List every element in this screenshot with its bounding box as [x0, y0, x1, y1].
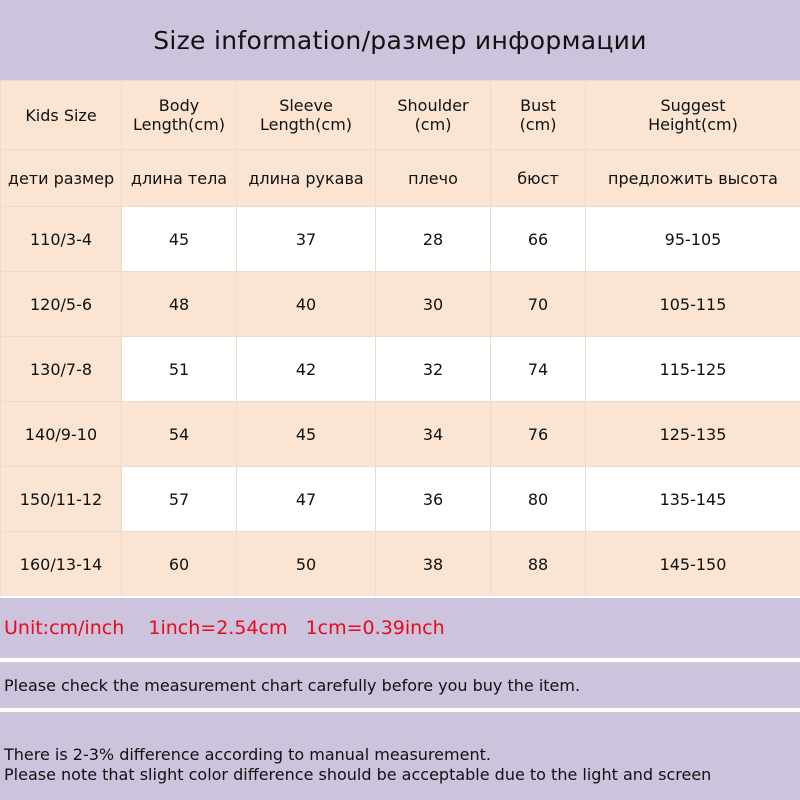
header-cell: Sleeve Length(cm) — [237, 81, 376, 150]
sleeve-length-cell: 50 — [237, 532, 376, 597]
header-cell-ru: плечо — [376, 150, 491, 207]
header-cell: Shoulder (cm) — [376, 81, 491, 150]
table-row — [1, 337, 800, 402]
kids-size-cell: 150/11-12 — [1, 467, 122, 532]
header-cell-ru: бюст — [491, 150, 586, 207]
bust-cell: 88 — [491, 532, 586, 597]
sleeve-length-cell: 40 — [237, 272, 376, 337]
bust-cell: 66 — [491, 207, 586, 272]
kids-size-cell: 130/7-8 — [1, 337, 122, 402]
body-length-cell: 57 — [122, 467, 237, 532]
header-cell-ru: дети размер — [1, 150, 122, 207]
sleeve-length-cell: 47 — [237, 467, 376, 532]
body-length-cell: 48 — [122, 272, 237, 337]
suggest-height-cell: 125-135 — [586, 402, 800, 467]
kids-size-cell: 110/3-4 — [1, 207, 122, 272]
table-row — [1, 207, 800, 272]
disclaimer-line: Please note that slight color difference should be acceptable due to the light and screen — [4, 765, 712, 784]
bust-cell: 76 — [491, 402, 586, 467]
sleeve-length-cell: 37 — [237, 207, 376, 272]
header-cell-ru: длина тела — [122, 150, 237, 207]
size-table — [0, 80, 800, 597]
page-title: Size information/размер информации — [153, 25, 647, 55]
kids-size-cell: 120/5-6 — [1, 272, 122, 337]
table-row — [1, 402, 800, 467]
body-length-cell: 51 — [122, 337, 237, 402]
measurement-check-band — [0, 660, 800, 708]
header-cell: Body Length(cm) — [122, 81, 237, 150]
body-length-cell: 60 — [122, 532, 237, 597]
body-length-cell: 54 — [122, 402, 237, 467]
header-cell-ru: длина рукава — [237, 150, 376, 207]
suggest-height-cell: 145-150 — [586, 532, 800, 597]
header-row-russian — [1, 150, 800, 207]
shoulder-cell: 32 — [376, 337, 491, 402]
unit-conversion-band — [0, 596, 800, 658]
kids-size-cell: 160/13-14 — [1, 532, 122, 597]
shoulder-cell: 36 — [376, 467, 491, 532]
header-cell-ru: предложить высота — [586, 150, 800, 207]
table-row — [1, 272, 800, 337]
header-cell: Bust (cm) — [491, 81, 586, 150]
shoulder-cell: 34 — [376, 402, 491, 467]
title-bar — [0, 0, 800, 81]
bust-cell: 80 — [491, 467, 586, 532]
kids-size-cell: 140/9-10 — [1, 402, 122, 467]
body-length-cell: 45 — [122, 207, 237, 272]
shoulder-cell: 38 — [376, 532, 491, 597]
suggest-height-cell: 105-115 — [586, 272, 800, 337]
sleeve-length-cell: 42 — [237, 337, 376, 402]
measurement-check-text: Please check the measurement chart carefully before you buy the item. — [4, 675, 581, 695]
disclaimer-line: There is 2-3% difference according to manual measurement. — [4, 745, 491, 764]
shoulder-cell: 28 — [376, 207, 491, 272]
sleeve-length-cell: 45 — [237, 402, 376, 467]
disclaimer-band — [0, 710, 800, 800]
header-row — [1, 81, 800, 150]
shoulder-cell: 30 — [376, 272, 491, 337]
suggest-height-cell: 115-125 — [586, 337, 800, 402]
bust-cell: 74 — [491, 337, 586, 402]
header-cell: Suggest Height(cm) — [586, 81, 800, 150]
suggest-height-cell: 135-145 — [586, 467, 800, 532]
bust-cell: 70 — [491, 272, 586, 337]
table-row — [1, 467, 800, 532]
suggest-height-cell: 95-105 — [586, 207, 800, 272]
table-row — [1, 532, 800, 597]
header-cell: Kids Size — [1, 81, 122, 150]
unit-conversion-text: Unit:cm/inch 1inch=2.54cm 1cm=0.39inch — [4, 617, 445, 639]
